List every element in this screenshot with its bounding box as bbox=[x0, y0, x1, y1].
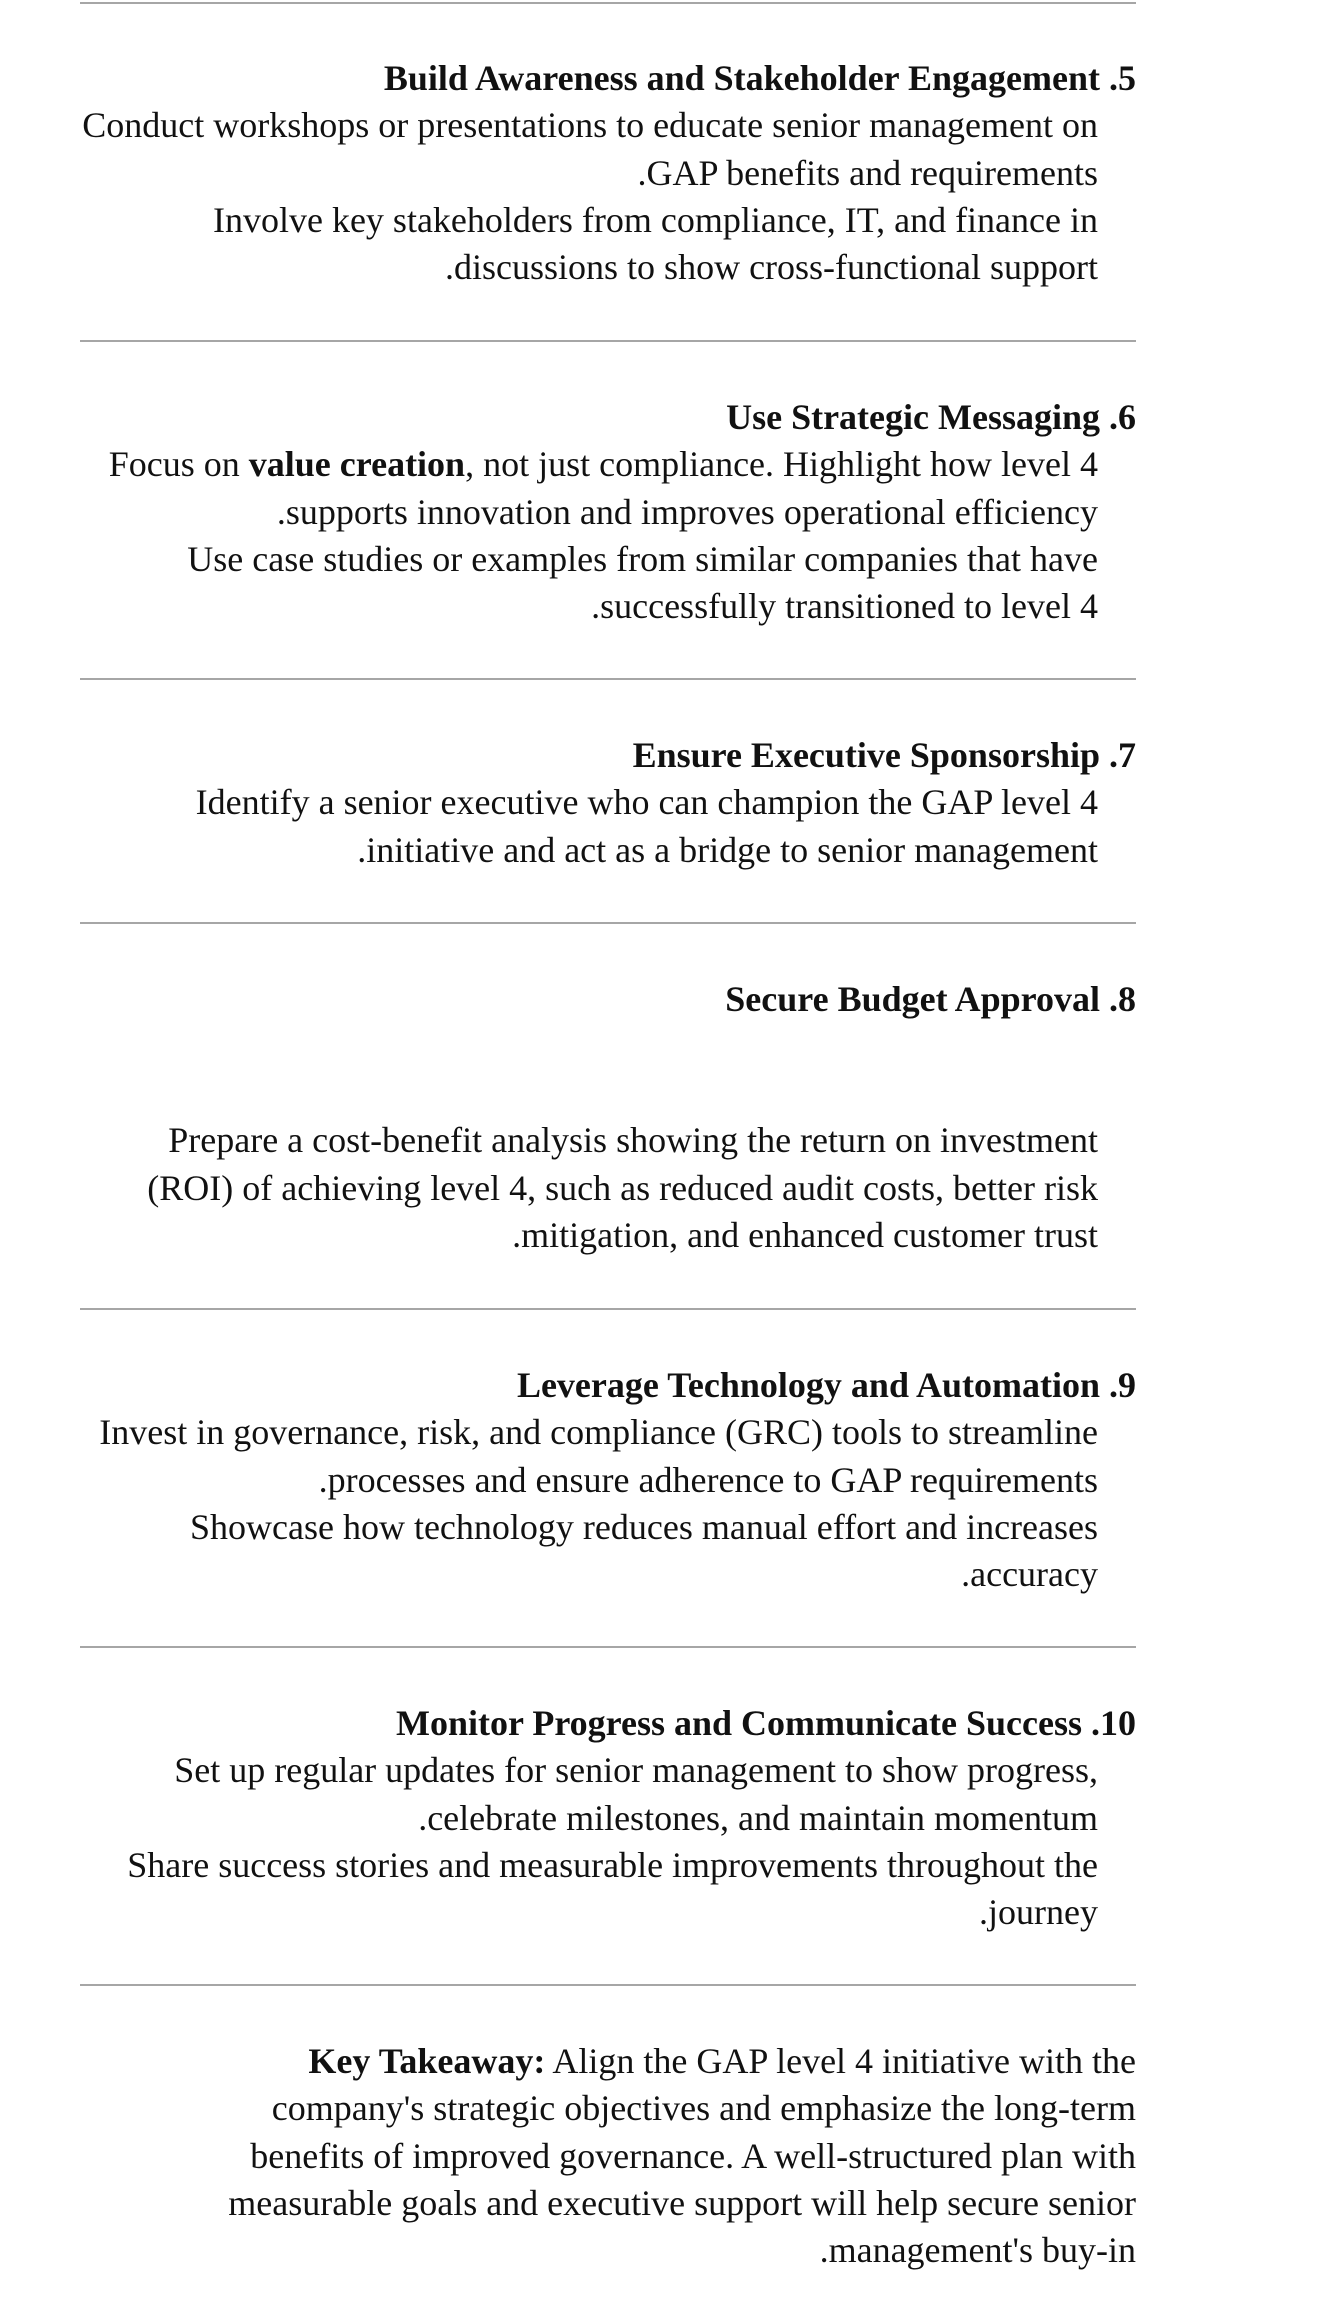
section-paragraph: Involve key stakeholders from compliance, IT, and finance in discussions to show cross-functional support. bbox=[212, 199, 1098, 288]
section-number: 10 bbox=[1100, 1703, 1136, 1743]
section-divider bbox=[80, 2, 1136, 4]
section-paragraph: Use case studies or examples from similar companies that have successfully transitioned to level 4. bbox=[187, 538, 1098, 627]
section-9 bbox=[80, 1362, 1136, 1598]
section-paragraph bbox=[80, 441, 1136, 536]
section-heading: 7. Ensure Executive Sponsorship bbox=[632, 735, 1136, 775]
section-heading: 10. Monitor Progress and Communicate Success bbox=[396, 1703, 1136, 1743]
section-title: Ensure Executive Sponsorship bbox=[632, 735, 1100, 775]
section-title: Secure Budget Approval bbox=[725, 979, 1100, 1019]
section-title: Use Strategic Messaging bbox=[726, 397, 1100, 437]
section-paragraph: Share success stories and measurable improvements throughout the journey. bbox=[127, 1844, 1098, 1933]
key-takeaway-text: Align the GAP level 4 initiative with the company's strategic objectives and emphasize the long-term benefits of improved governance. A well-structured plan with measurable goals and executive support will help secure senior management's buy-in. bbox=[228, 2041, 1136, 2271]
section-6 bbox=[80, 394, 1136, 630]
paragraph-text: Focus on bbox=[108, 444, 249, 485]
section-number: 8 bbox=[1118, 979, 1136, 1019]
section-divider bbox=[80, 1984, 1136, 1986]
section-5 bbox=[80, 55, 1136, 291]
section-7 bbox=[80, 732, 1136, 874]
section-title: Build Awareness and Stakeholder Engagement bbox=[383, 58, 1100, 98]
section-number: 9 bbox=[1118, 1365, 1136, 1405]
paragraph-text: , not just compliance. Highlight how level 4 supports innovation and improves operational efficiency. bbox=[276, 444, 1098, 532]
spacer bbox=[80, 1023, 1136, 1117]
section-paragraph: Showcase how technology reduces manual effort and increases accuracy. bbox=[189, 1506, 1098, 1595]
section-paragraph: Identify a senior executive who can champion the GAP level 4 initiative and act as a bridge to senior management. bbox=[195, 782, 1098, 870]
key-takeaway-label: Key Takeaway: bbox=[308, 2041, 546, 2081]
section-divider bbox=[80, 340, 1136, 342]
section-divider bbox=[80, 922, 1136, 924]
key-takeaway bbox=[200, 2038, 1136, 2274]
section-divider bbox=[80, 678, 1136, 680]
section-divider bbox=[80, 1308, 1136, 1310]
section-paragraph: Set up regular updates for senior management to show progress, celebrate milestones, and maintain momentum. bbox=[174, 1750, 1098, 1838]
section-paragraph: Prepare a cost-benefit analysis showing the return on investment (ROI) of achieving level 4, such as reduced audit costs, better risk mitigation, and enhanced customer trust. bbox=[147, 1120, 1098, 1255]
section-10 bbox=[80, 1700, 1136, 1936]
section-paragraph: Invest in governance, risk, and compliance (GRC) tools to streamline processes and ensure adherence to GAP requirements. bbox=[99, 1412, 1098, 1500]
section-heading: 5. Build Awareness and Stakeholder Engagement bbox=[383, 58, 1136, 98]
section-number: 6 bbox=[1118, 397, 1136, 437]
section-heading: 9. Leverage Technology and Automation bbox=[516, 1365, 1136, 1405]
section-title: Leverage Technology and Automation bbox=[516, 1365, 1100, 1405]
emphasis-text: value creation bbox=[248, 444, 466, 485]
section-number: 7 bbox=[1118, 735, 1136, 775]
section-paragraph: Conduct workshops or presentations to educate senior management on GAP benefits and requirements. bbox=[82, 105, 1098, 193]
section-heading: 6. Use Strategic Messaging bbox=[726, 397, 1136, 437]
section-heading: 8. Secure Budget Approval bbox=[725, 979, 1136, 1019]
section-8 bbox=[80, 976, 1136, 1259]
section-number: 5 bbox=[1118, 58, 1136, 98]
section-title: Monitor Progress and Communicate Success bbox=[396, 1703, 1082, 1743]
section-divider bbox=[80, 1646, 1136, 1648]
